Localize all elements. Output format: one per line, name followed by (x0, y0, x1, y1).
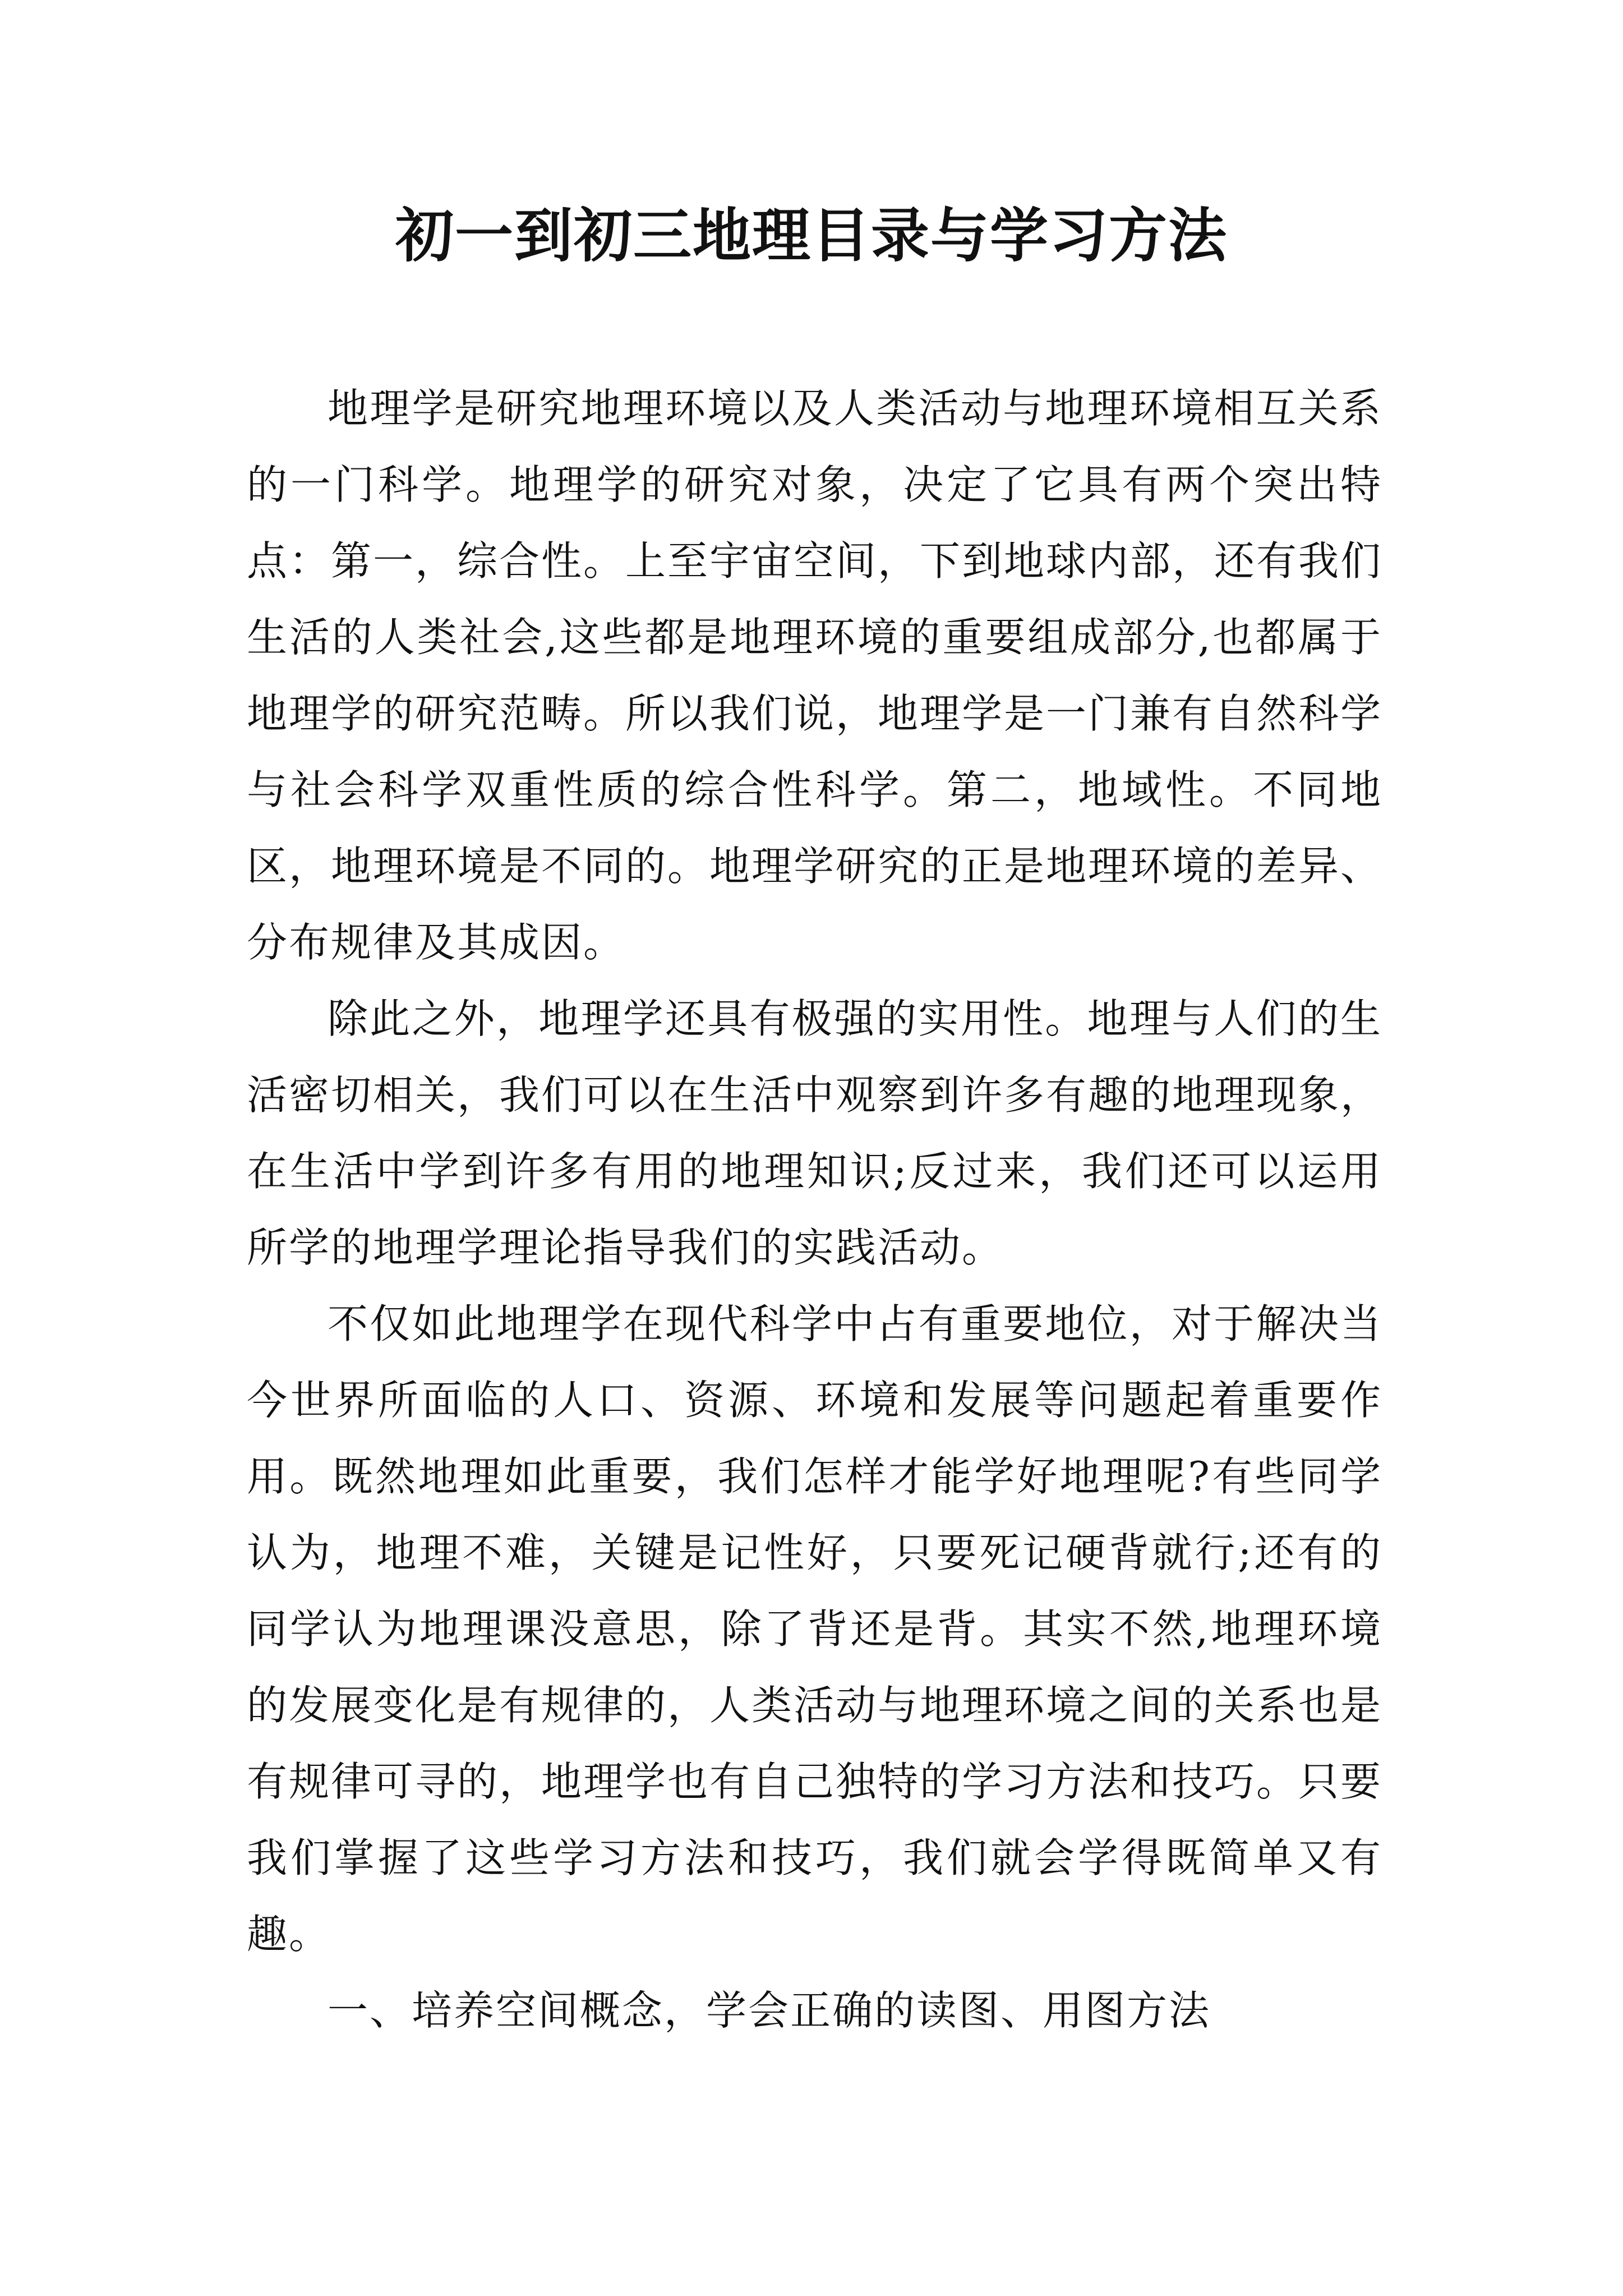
paragraph-importance: 不仅如此地理学在现代科学中占有重要地位，对于解决当今世界所面临的人口、资源、环境和发展等问题起着重要作用。既然地理如此重要，我们怎样才能学好地理呢?有些同学认为，地理不难，关键是记性好，只要死记硬背就行;还有的同学认为地理课没意思，除了背还是背。其实不然,地理环境的发展变化是有规律的，人类活动与地理环境之间的关系也是有规律可寻的，地理学也有自己独特的学习方法和技巧。只要我们掌握了这些学习方法和技巧，我们就会学得既简单又有趣。 (247, 1300, 1383, 1958)
document-title: 初一到初三地理目录与学习方法 (395, 201, 1228, 270)
paragraph-practicality: 除此之外，地理学还具有极强的实用性。地理与人们的生活密切相关，我们可以在生活中观察到许多有趣的地理现象，在生活中学到许多有用的地理知识;反过来，我们还可以运用所学的地理学理论指导我们的实践活动。 (247, 995, 1383, 1271)
document-body (247, 370, 1382, 2049)
paragraph-intro: 地理学是研究地理环境以及人类活动与地理环境相互关系的一门科学。地理学的研究对象，决定了它具有两个突出特点：第一，综合性。上至宇宙空间，下到地球内部，还有我们生活的人类社会,这些都是地理环境的重要组成部分,也都属于地理学的研究范畴。所以我们说，地理学是一门兼有自然科学与社会科学双重性质的综合性科学。第二，地域性。不同地区，地理环境是不同的。地理学研究的正是地理环境的差异、分布规律及其成因。 (247, 385, 1383, 966)
section-heading: 一、培养空间概念，学会正确的读图、用图方法 (328, 1987, 1211, 2034)
